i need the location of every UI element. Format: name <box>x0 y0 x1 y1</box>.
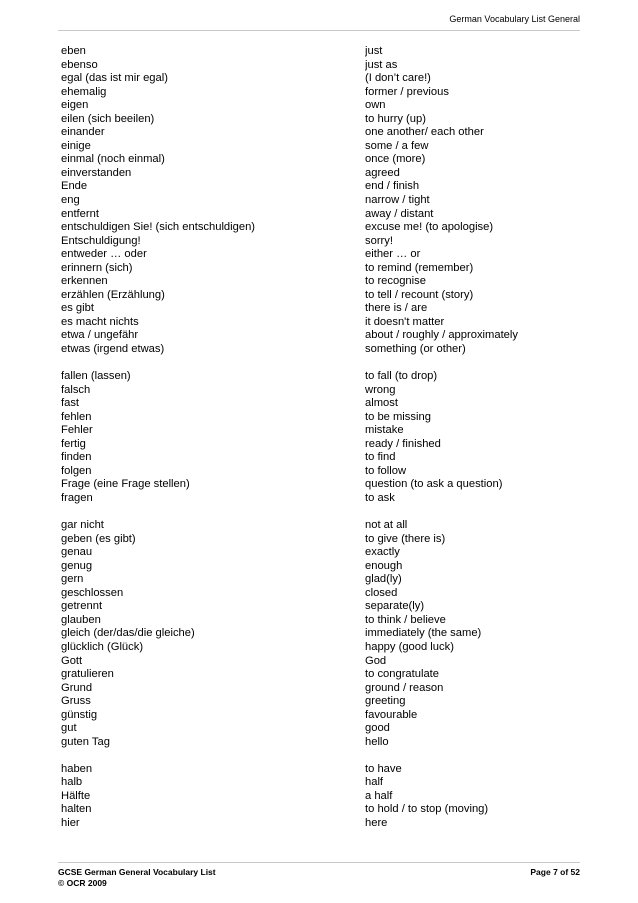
vocab-row <box>61 763 581 777</box>
vocab-row <box>61 600 581 614</box>
english-translation: to follow <box>365 464 407 477</box>
german-term: halten <box>61 803 92 816</box>
english-translation: ground / reason <box>365 681 444 694</box>
english-translation: to remind (remember) <box>365 261 474 274</box>
german-term: glücklich (Glück) <box>61 640 144 653</box>
english-translation: ready / finished <box>365 437 441 450</box>
english-translation: to have <box>365 762 402 775</box>
english-translation: to give (there is) <box>365 532 446 545</box>
vocab-row <box>61 655 581 669</box>
german-term: hier <box>61 817 80 830</box>
vocab-row <box>61 478 581 492</box>
english-translation: about / roughly / approximately <box>365 329 518 342</box>
footer-left <box>58 867 216 889</box>
vocab-row <box>61 153 581 167</box>
vocab-section <box>61 763 581 831</box>
vocab-row <box>61 329 581 343</box>
english-translation: wrong <box>365 383 396 396</box>
german-term: einander <box>61 126 105 139</box>
english-translation: closed <box>365 586 398 599</box>
vocab-row <box>61 817 581 831</box>
vocab-row <box>61 275 581 289</box>
vocab-row <box>61 803 581 817</box>
english-translation: agreed <box>365 166 400 179</box>
english-translation: to recognise <box>365 275 426 288</box>
german-term: fehlen <box>61 410 92 423</box>
german-term: etwas (irgend etwas) <box>61 343 165 356</box>
german-term: eigen <box>61 99 89 112</box>
vocab-row <box>61 438 581 452</box>
german-term: fast <box>61 397 80 410</box>
vocab-row <box>61 370 581 384</box>
english-translation: almost <box>365 397 398 410</box>
german-term: Fehler <box>61 424 93 437</box>
footer-page-number: Page 7 of 52 <box>530 867 580 877</box>
german-term: erkennen <box>61 275 108 288</box>
vocab-row <box>61 384 581 398</box>
vocab-row <box>61 492 581 506</box>
vocab-row <box>61 424 581 438</box>
german-term: Entschuldigung! <box>61 234 141 247</box>
german-term: falsch <box>61 383 91 396</box>
german-term: fertig <box>61 437 86 450</box>
german-term: gar nicht <box>61 519 104 532</box>
vocab-row <box>61 790 581 804</box>
english-translation: away / distant <box>365 207 434 220</box>
running-header: German Vocabulary List General <box>449 14 580 24</box>
vocab-row <box>61 451 581 465</box>
english-translation: to be missing <box>365 410 431 423</box>
vocab-row <box>61 262 581 276</box>
german-term: folgen <box>61 464 92 477</box>
vocabulary-list <box>61 45 581 844</box>
english-translation: end / finish <box>365 180 420 193</box>
german-term: halb <box>61 776 83 789</box>
vocab-row <box>61 397 581 411</box>
vocab-row <box>61 72 581 86</box>
english-translation: here <box>365 817 388 830</box>
vocab-row <box>61 316 581 330</box>
vocab-row <box>61 59 581 73</box>
english-translation: excuse me! (to apologise) <box>365 221 494 234</box>
footer-divider <box>58 862 580 863</box>
vocab-row <box>61 695 581 709</box>
vocab-row <box>61 411 581 425</box>
english-translation: good <box>365 722 390 735</box>
vocab-row <box>61 641 581 655</box>
english-translation: greeting <box>365 695 406 708</box>
vocab-row <box>61 519 581 533</box>
vocab-row <box>61 533 581 547</box>
english-translation: narrow / tight <box>365 194 430 207</box>
vocab-row <box>61 546 581 560</box>
english-translation: not at all <box>365 519 408 532</box>
german-term: eben <box>61 45 86 57</box>
vocab-section <box>61 370 581 505</box>
vocab-section <box>61 45 581 357</box>
german-term: Gruss <box>61 695 91 708</box>
german-term: gut <box>61 722 77 735</box>
english-translation: favourable <box>365 708 418 721</box>
english-translation: something (or other) <box>365 343 466 356</box>
german-term: fallen (lassen) <box>61 370 131 383</box>
german-term: entweder … oder <box>61 248 147 261</box>
vocab-row <box>61 343 581 357</box>
english-translation: sorry! <box>365 234 393 247</box>
german-term: Ende <box>61 180 88 193</box>
german-term: erzählen (Erzählung) <box>61 288 165 301</box>
vocab-row <box>61 194 581 208</box>
vocab-row <box>61 221 581 235</box>
english-translation: half <box>365 776 384 789</box>
english-translation: (I don’t care!) <box>365 72 431 85</box>
english-translation: separate(ly) <box>365 600 425 613</box>
german-term: ehemalig <box>61 85 107 98</box>
german-term: entschuldigen Sie! (sich entschuldigen) <box>61 221 256 234</box>
german-term: getrennt <box>61 600 103 613</box>
german-term: eilen (sich beeilen) <box>61 112 155 125</box>
vocab-row <box>61 465 581 479</box>
german-term: genug <box>61 559 93 572</box>
english-translation: once (more) <box>365 153 426 166</box>
vocab-row <box>61 99 581 113</box>
vocab-row <box>61 776 581 790</box>
vocab-row <box>61 180 581 194</box>
english-translation: God <box>365 654 387 667</box>
english-translation: to think / believe <box>365 613 446 626</box>
german-term: ebenso <box>61 58 98 71</box>
vocab-row <box>61 627 581 641</box>
vocab-row <box>61 560 581 574</box>
english-translation: exactly <box>365 546 400 559</box>
german-term: gratulieren <box>61 668 114 681</box>
german-term: finden <box>61 451 92 464</box>
english-translation: former / previous <box>365 85 449 98</box>
english-translation: there is / are <box>365 302 428 315</box>
german-term: eng <box>61 194 80 207</box>
vocab-row <box>61 302 581 316</box>
german-term: glauben <box>61 613 101 626</box>
german-term: egal (das ist mir egal) <box>61 72 168 85</box>
vocab-row <box>61 722 581 736</box>
vocab-row <box>61 289 581 303</box>
vocab-row <box>61 248 581 262</box>
german-term: Grund <box>61 681 93 694</box>
english-translation: glad(ly) <box>365 573 402 586</box>
german-term: es gibt <box>61 302 94 315</box>
german-term: Gott <box>61 654 83 667</box>
english-translation: to hold / to stop (moving) <box>365 803 489 816</box>
german-term: guten Tag <box>61 735 110 748</box>
english-translation: either … or <box>365 248 421 261</box>
english-translation: one another/ each other <box>365 126 484 139</box>
german-term: geschlossen <box>61 586 124 599</box>
english-translation: to find <box>365 451 396 464</box>
vocab-row <box>61 668 581 682</box>
english-translation: some / a few <box>365 139 429 152</box>
vocab-row <box>61 140 581 154</box>
german-term: einverstanden <box>61 166 132 179</box>
german-term: genau <box>61 546 93 559</box>
english-translation: immediately (the same) <box>365 627 482 640</box>
english-translation: happy (good luck) <box>365 640 454 653</box>
english-translation: hello <box>365 735 389 748</box>
english-translation: to hurry (up) <box>365 112 426 125</box>
vocab-section <box>61 519 581 749</box>
german-term: einige <box>61 139 91 152</box>
german-term: fragen <box>61 492 93 504</box>
german-term: Frage (eine Frage stellen) <box>61 478 190 491</box>
header-divider <box>58 30 580 31</box>
vocab-row <box>61 709 581 723</box>
vocab-row <box>61 682 581 696</box>
german-term: einmal (noch einmal) <box>61 153 165 166</box>
vocab-row <box>61 126 581 140</box>
german-term: gleich (der/das/die gleiche) <box>61 627 195 640</box>
english-translation: it doesn't matter <box>365 315 445 328</box>
english-translation: own <box>365 99 386 112</box>
english-translation: to fall (to drop) <box>365 370 438 383</box>
english-translation: to congratulate <box>365 668 440 681</box>
vocab-row <box>61 45 581 59</box>
english-translation: just <box>365 45 383 57</box>
vocab-row <box>61 167 581 181</box>
german-term: entfernt <box>61 207 99 220</box>
german-term: Hälfte <box>61 789 91 802</box>
german-term: günstig <box>61 708 98 721</box>
german-term: etwa / ungefähr <box>61 329 139 342</box>
vocab-row <box>61 86 581 100</box>
footer-document-title: GCSE German General Vocabulary List <box>58 867 216 877</box>
vocab-row <box>61 736 581 750</box>
english-translation: to ask <box>365 492 395 504</box>
german-term: erinnern (sich) <box>61 261 133 274</box>
vocab-row <box>61 208 581 222</box>
vocab-row <box>61 573 581 587</box>
vocab-row <box>61 113 581 127</box>
english-translation: question (to ask a question) <box>365 478 503 491</box>
german-term: gern <box>61 573 84 586</box>
vocab-row <box>61 614 581 628</box>
english-translation: enough <box>365 559 403 572</box>
english-translation: a half <box>365 789 393 802</box>
english-translation: just as <box>365 58 398 71</box>
german-term: haben <box>61 762 93 775</box>
english-translation: mistake <box>365 424 404 437</box>
vocab-row <box>61 235 581 249</box>
german-term: es macht nichts <box>61 315 139 328</box>
german-term: geben (es gibt) <box>61 532 136 545</box>
english-translation: to tell / recount (story) <box>365 288 474 301</box>
vocab-row <box>61 587 581 601</box>
footer-copyright: © OCR 2009 <box>58 878 107 888</box>
